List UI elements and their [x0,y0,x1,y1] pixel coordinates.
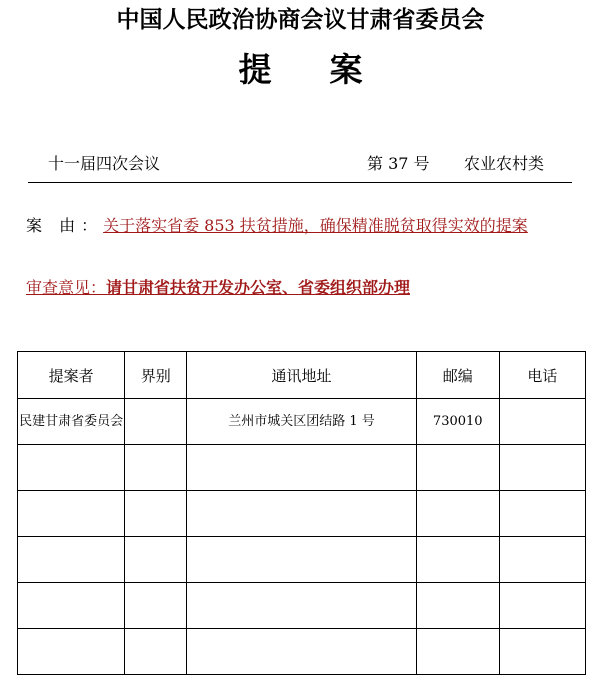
proposal-number: 第 37 号 [367,154,430,173]
subject-text: 关于落实省委 853 扶贫措施，确保精准脱贫取得实效的提案 [103,216,528,235]
cell-phone [499,629,585,675]
cell-address [187,583,416,629]
cell-sector [125,537,187,583]
header-proposer: 提案者 [18,352,125,399]
proposer-table [17,351,586,675]
cell-sector [125,399,187,445]
cell-phone [499,491,585,537]
cell-address [187,629,416,675]
subject-label: 案 由： [26,216,104,235]
review-row [26,277,410,299]
meta-row [28,152,572,183]
table-row [18,399,586,445]
table-row [18,445,586,491]
table-header-row [18,352,586,399]
table-row [18,491,586,537]
table-row [18,583,586,629]
cell-proposer [18,491,125,537]
header-phone: 电话 [499,352,585,399]
subject-row [26,215,528,237]
cell-phone [499,537,585,583]
organization-title: 中国人民政治协商会议甘肃省委员会 [116,6,485,33]
cell-sector [125,583,187,629]
header-address: 通讯地址 [187,352,416,399]
cell-proposer [18,537,125,583]
proposal-category: 农业农村类 [464,154,545,173]
review-label: 审查意见： [26,278,107,297]
cell-proposer [18,445,125,491]
table-row [18,537,586,583]
cell-sector [125,445,187,491]
cell-proposer [18,629,125,675]
cell-address [187,491,416,537]
cell-proposer [18,583,125,629]
cell-address: 兰州市城关区团结路 1 号 [187,399,416,445]
cell-postcode [416,583,499,629]
cell-postcode [416,537,499,583]
review-text: 请甘肃省扶贫开发办公室、省委组织部办理 [106,278,411,297]
cell-sector [125,629,187,675]
cell-phone [499,399,585,445]
session-label: 十一届四次会议 [48,154,161,173]
table-row [18,629,586,675]
cell-postcode [416,629,499,675]
cell-proposer: 民建甘肃省委员会 [18,399,125,445]
document-title: 提案 [238,50,421,89]
header-postcode: 邮编 [416,352,499,399]
cell-postcode [416,445,499,491]
cell-address [187,537,416,583]
cell-postcode: 730010 [416,399,499,445]
cell-address [187,445,416,491]
cell-phone [499,583,585,629]
cell-postcode [416,491,499,537]
cell-sector [125,491,187,537]
cell-phone [499,445,585,491]
header-sector: 界别 [125,352,187,399]
